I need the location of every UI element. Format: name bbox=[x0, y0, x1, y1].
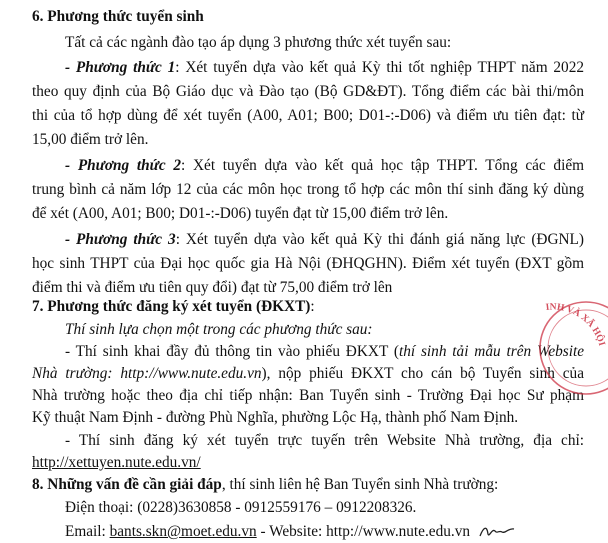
method-3-line-1 bbox=[65, 229, 584, 251]
contact-phone: Điện thoại: (0228)3630858 - 0912559176 – 0912208326. bbox=[65, 499, 417, 516]
option-2-line-2 bbox=[32, 452, 584, 474]
option-2-line-1: - Thí sinh đăng ký xét tuyển trực tuyến trên Website Nhà trường, địa chỉ: bbox=[65, 432, 584, 449]
method-1-line-1 bbox=[65, 57, 584, 79]
method-1-line-4: 15,00 điểm trở lên. bbox=[32, 131, 149, 148]
method-2-line-3: để xét (A00, A01; B00; D01-:-D06) tuyển đạt từ 15,00 điểm trở lên. bbox=[32, 205, 449, 222]
method-2-line-1 bbox=[65, 155, 584, 177]
option-1-text-2b: ), nộp phiếu ĐKXT cho cán bộ Tuyển sinh của bbox=[261, 365, 584, 382]
option-1-text-1b: thí sinh tải mẫu trên Website bbox=[398, 343, 585, 360]
red-seal-stamp bbox=[528, 290, 608, 402]
method-2-line-2: trung bình cả năm lớp 12 của các môn học trong tổ hợp các môn thí sinh đăng ký dùng bbox=[32, 181, 584, 198]
option-1-line-4: Kỹ thuật Nam Định - đường Phù Nghĩa, phường Lộc Hạ, thành phố Nam Định. bbox=[32, 409, 519, 426]
stamp-text: INH VÀ XÃ HỘI bbox=[545, 302, 607, 348]
method-1-line-3: thi của tổ hợp dùng để xét tuyển (A00, A01; B00; D01-:-D06) và điểm ưu tiên đạt: từ bbox=[32, 107, 584, 124]
method-3-label: - Phương thức 3 bbox=[65, 231, 176, 248]
option-1-line-2 bbox=[32, 363, 584, 385]
section-7-heading-text: 7. Phương thức đăng ký xét tuyển (ĐKXT) bbox=[32, 298, 311, 315]
section-6-intro: Tất cả các ngành đào tạo áp dụng 3 phương thức xét tuyển sau: bbox=[65, 34, 452, 51]
method-1-text-1: : Xét tuyển dựa vào kết quả Kỳ thi tốt nghiệp THPT năm 2022 bbox=[175, 59, 584, 76]
section-7-heading-colon: : bbox=[310, 298, 315, 315]
registration-link[interactable]: http://xettuyen.nute.edu.vn/ bbox=[32, 454, 201, 471]
section-8-heading bbox=[32, 474, 584, 496]
svg-text:INH VÀ XÃ HỘI bbox=[545, 302, 608, 347]
section-7-heading bbox=[32, 296, 584, 318]
email-link[interactable]: bants.skn@moet.edu.vn bbox=[109, 523, 257, 540]
method-1-label: - Phương thức 1 bbox=[65, 59, 176, 76]
option-1-line-3: Nhà trường hoặc theo địa chỉ tiếp nhận: Ban Tuyển sinh - Trường Đại học Sư phạm bbox=[32, 387, 584, 404]
option-1-text-2a: Nhà trường: http://www.nute.edu.vn bbox=[32, 365, 262, 382]
method-2-text-1: : Xét tuyển dựa vào kết quả học tập THPT. Tổng các điểm bbox=[181, 157, 585, 174]
method-3-line-2: học sinh THPT của Đại học quốc gia Hà Nội (ĐHQGHN). Điểm xét tuyển (ĐXT gồm bbox=[32, 255, 584, 272]
method-1-line-2: theo quy định của Bộ Giáo dục và Đào tạo (Bộ GD&ĐT). Tổng điểm các bài thi/môn bbox=[32, 83, 584, 100]
email-label: Email: bbox=[65, 523, 110, 540]
section-8-heading-text: 8. Những vấn đề cần giải đáp bbox=[32, 476, 222, 493]
section-8-heading-tail: , thí sinh liên hệ Ban Tuyển sinh Nhà trường: bbox=[221, 476, 499, 493]
method-2-label: - Phương thức 2 bbox=[65, 157, 182, 174]
section-6-heading: 6. Phương thức tuyển sinh bbox=[32, 8, 204, 25]
method-3-line-3: điểm thi và điểm ưu tiên quy đổi) đạt từ 75,00 điểm trở lên bbox=[32, 279, 393, 296]
option-1-text-1a: - Thí sinh khai đầy đủ thông tin vào phiếu ĐKXT ( bbox=[65, 343, 399, 360]
section-7-intro: Thí sinh lựa chọn một trong các phương thức sau: bbox=[65, 321, 373, 338]
handwritten-initials-icon bbox=[478, 522, 518, 540]
website-text: - Website: http://www.nute.edu.vn bbox=[256, 523, 471, 540]
method-3-text-1: : Xét tuyển dựa vào kết quả Kỳ thi đánh giá năng lực (ĐGNL) bbox=[175, 231, 584, 248]
option-1-line-1 bbox=[65, 341, 584, 363]
